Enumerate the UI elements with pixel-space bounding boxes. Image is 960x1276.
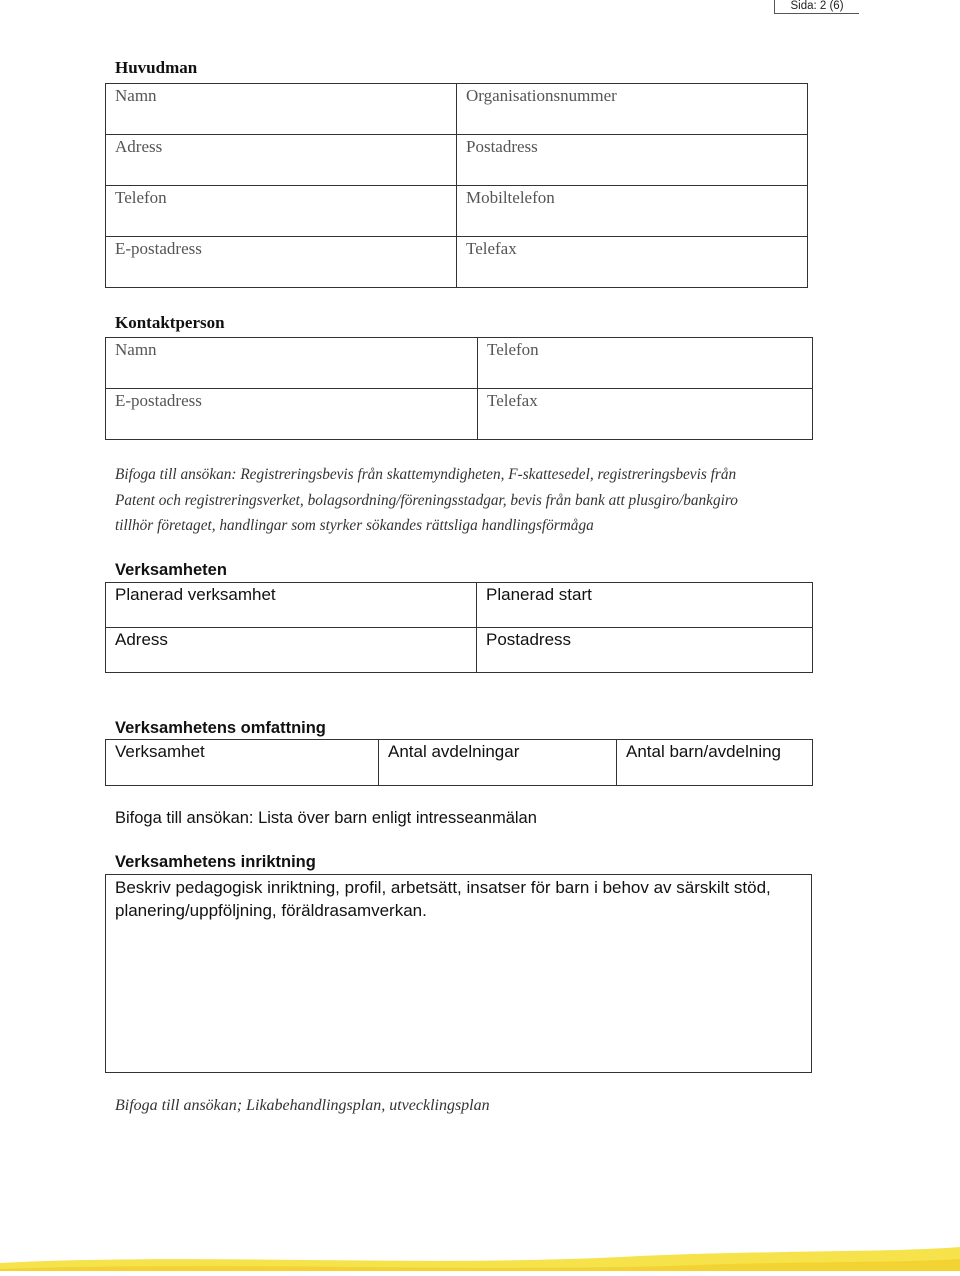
contact-field-telefax[interactable]: Telefax [478,389,813,440]
field-planerad-verksamhet[interactable]: Planerad verksamhet [106,583,477,628]
note-line: Patent och registreringsverket, bolagsordning/föreningsstadgar, bevis från bank att plusgiro/bankgiro [115,491,738,509]
contact-field-telefon[interactable]: Telefon [478,338,813,389]
field-antal-barn-per-avdelning[interactable]: Antal barn/avdelning [617,740,813,786]
instruction-line: Beskriv pedagogisk inriktning, profil, arbetsätt, insatser för barn i behov av särskilt stöd, [115,878,771,897]
field-planerad-start[interactable]: Planerad start [477,583,813,628]
contact-field-namn[interactable]: Namn [106,338,478,389]
field-pedagogisk-inriktning[interactable] [106,875,812,1073]
field-postadress[interactable]: Postadress [457,135,808,186]
field-verksamhet[interactable]: Verksamhet [106,740,379,786]
field-namn[interactable]: Namn [106,84,457,135]
contact-field-epostadress[interactable]: E-postadress [106,389,478,440]
field-organisationsnummer[interactable]: Organisationsnummer [457,84,808,135]
field-mobiltelefon[interactable]: Mobiltelefon [457,186,808,237]
note-line: tillhör företaget, handlingar som styrker sökandes rättsliga handlingsförmåga [115,517,594,534]
activity-field-adress[interactable]: Adress [106,628,477,673]
huvudman-heading: Huvudman [115,58,198,77]
footer-decorative-band [0,1223,960,1271]
field-epostadress[interactable]: E-postadress [106,237,457,288]
verksamheten-table [105,582,813,673]
attachment-note-registration [115,462,738,539]
verksamheten-heading: Verksamheten [115,561,227,579]
huvudman-table [105,83,808,288]
kontaktperson-table [105,337,813,440]
page-number: Sida: 2 (6) [774,0,859,14]
field-telefax[interactable]: Telefax [457,237,808,288]
field-telefon[interactable]: Telefon [106,186,457,237]
instruction-line: planering/uppföljning, föräldrasamverkan. [115,901,427,920]
kontaktperson-heading: Kontaktperson [115,313,225,332]
omfattning-heading: Verksamhetens omfattning [115,719,326,737]
inriktning-heading: Verksamhetens inriktning [115,853,316,871]
attachment-note-child-list: Bifoga till ansökan: Lista över barn enligt intresseanmälan [115,809,537,827]
inriktning-table [105,874,812,1073]
note-line: Bifoga till ansökan: Registreringsbevis från skattemyndigheten, F-skattesedel, registreringsbevis från [115,466,737,483]
footer-wave-graphic [0,1223,960,1271]
field-antal-avdelningar[interactable]: Antal avdelningar [379,740,617,786]
field-adress[interactable]: Adress [106,135,457,186]
attachment-note-equality-plan: Bifoga till ansökan; Likabehandlingsplan, utvecklingsplan [115,1097,490,1114]
activity-field-postadress[interactable]: Postadress [477,628,813,673]
omfattning-table [105,739,813,786]
